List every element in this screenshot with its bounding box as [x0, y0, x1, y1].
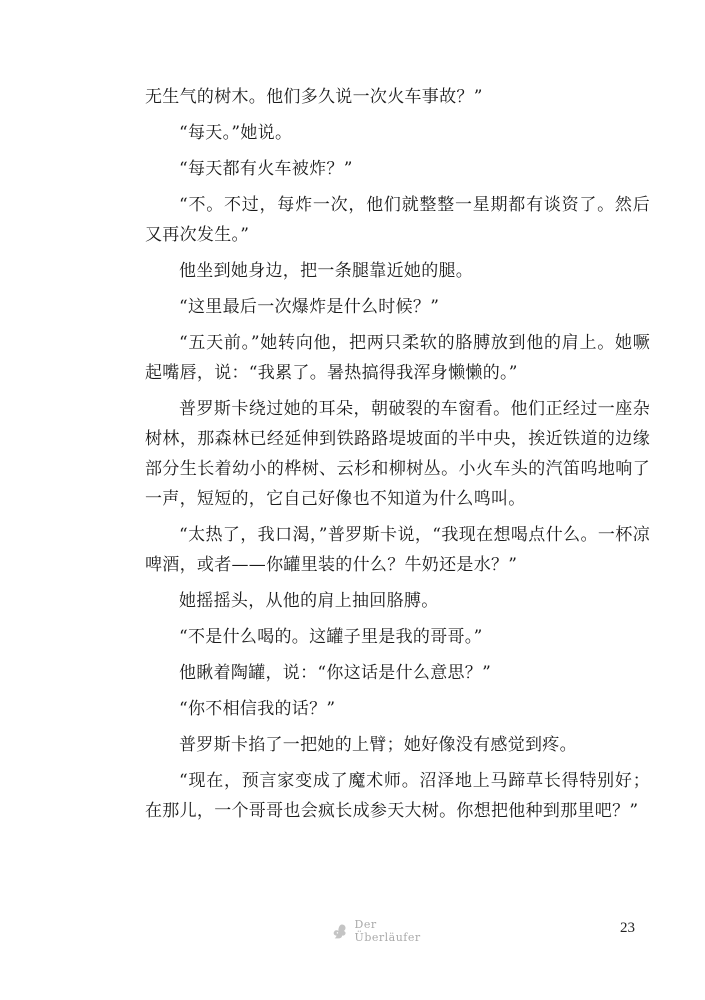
paragraph: “每天。”她说。: [179, 123, 293, 143]
page-number: 23: [620, 920, 635, 936]
paragraph: 她摇摇头，从他的肩上抽回胳膊。: [179, 591, 439, 611]
paragraph: 他瞅着陶罐，说：“你这话是什么意思？”: [179, 663, 492, 683]
paragraph: “这里最后一次爆炸是什么时候？”: [179, 297, 440, 317]
paragraph: “太热了，我口渴，”普罗斯卡说，“我现在想喝点什么。一杯凉啤酒，或者——你罐里装的什么？牛奶还是水？”: [145, 525, 650, 575]
squirrel-icon: [330, 921, 349, 941]
paragraph: “每天都有火车被炸？”: [179, 159, 353, 179]
paragraph: “不。不过，每炸一次，他们就整整一星期都有谈资了。然后又再次发生。”: [145, 195, 650, 245]
footer-book-title: Der Überläufer: [354, 918, 421, 944]
paragraph: “不是什么喝的。这罐子里是我的哥哥。”: [179, 627, 483, 647]
paragraph: “现在，预言家变成了魔术师。沼泽地上马蹄草长得特别好；在那儿，一个哥哥也会疯长成参天大树。你想把他种到那里吧？”: [145, 771, 650, 821]
paragraph: 他坐到她身边，把一条腿靠近她的腿。: [179, 261, 474, 281]
paragraph: “你不相信我的话？”: [179, 699, 336, 719]
paragraph: 普罗斯卡绕过她的耳朵，朝破裂的车窗看。他们正经过一座杂树林，那森林已经延伸到铁路路堤坡面的半中央，挨近铁道的边缘部分生长着幼小的桦树、云杉和柳树丛。小火车头的汽笛呜地响了一声，短短的，它自己好像也不知道为什么鸣叫。: [145, 399, 650, 509]
page-footer: [0, 918, 705, 948]
footer-logo: [330, 920, 440, 942]
paragraph: “五天前。”她转向他，把两只柔软的胳膊放到他的肩上。她噘起嘴唇，说：“我累了。暑热搞得我浑身懒懒的。”: [145, 333, 650, 383]
paragraph: 普罗斯卡掐了一把她的上臂；她好像没有感觉到疼。: [179, 735, 577, 755]
paragraph: 无生气的树木。他们多久说一次火车事故？”: [145, 87, 483, 107]
body-text: [145, 82, 650, 832]
